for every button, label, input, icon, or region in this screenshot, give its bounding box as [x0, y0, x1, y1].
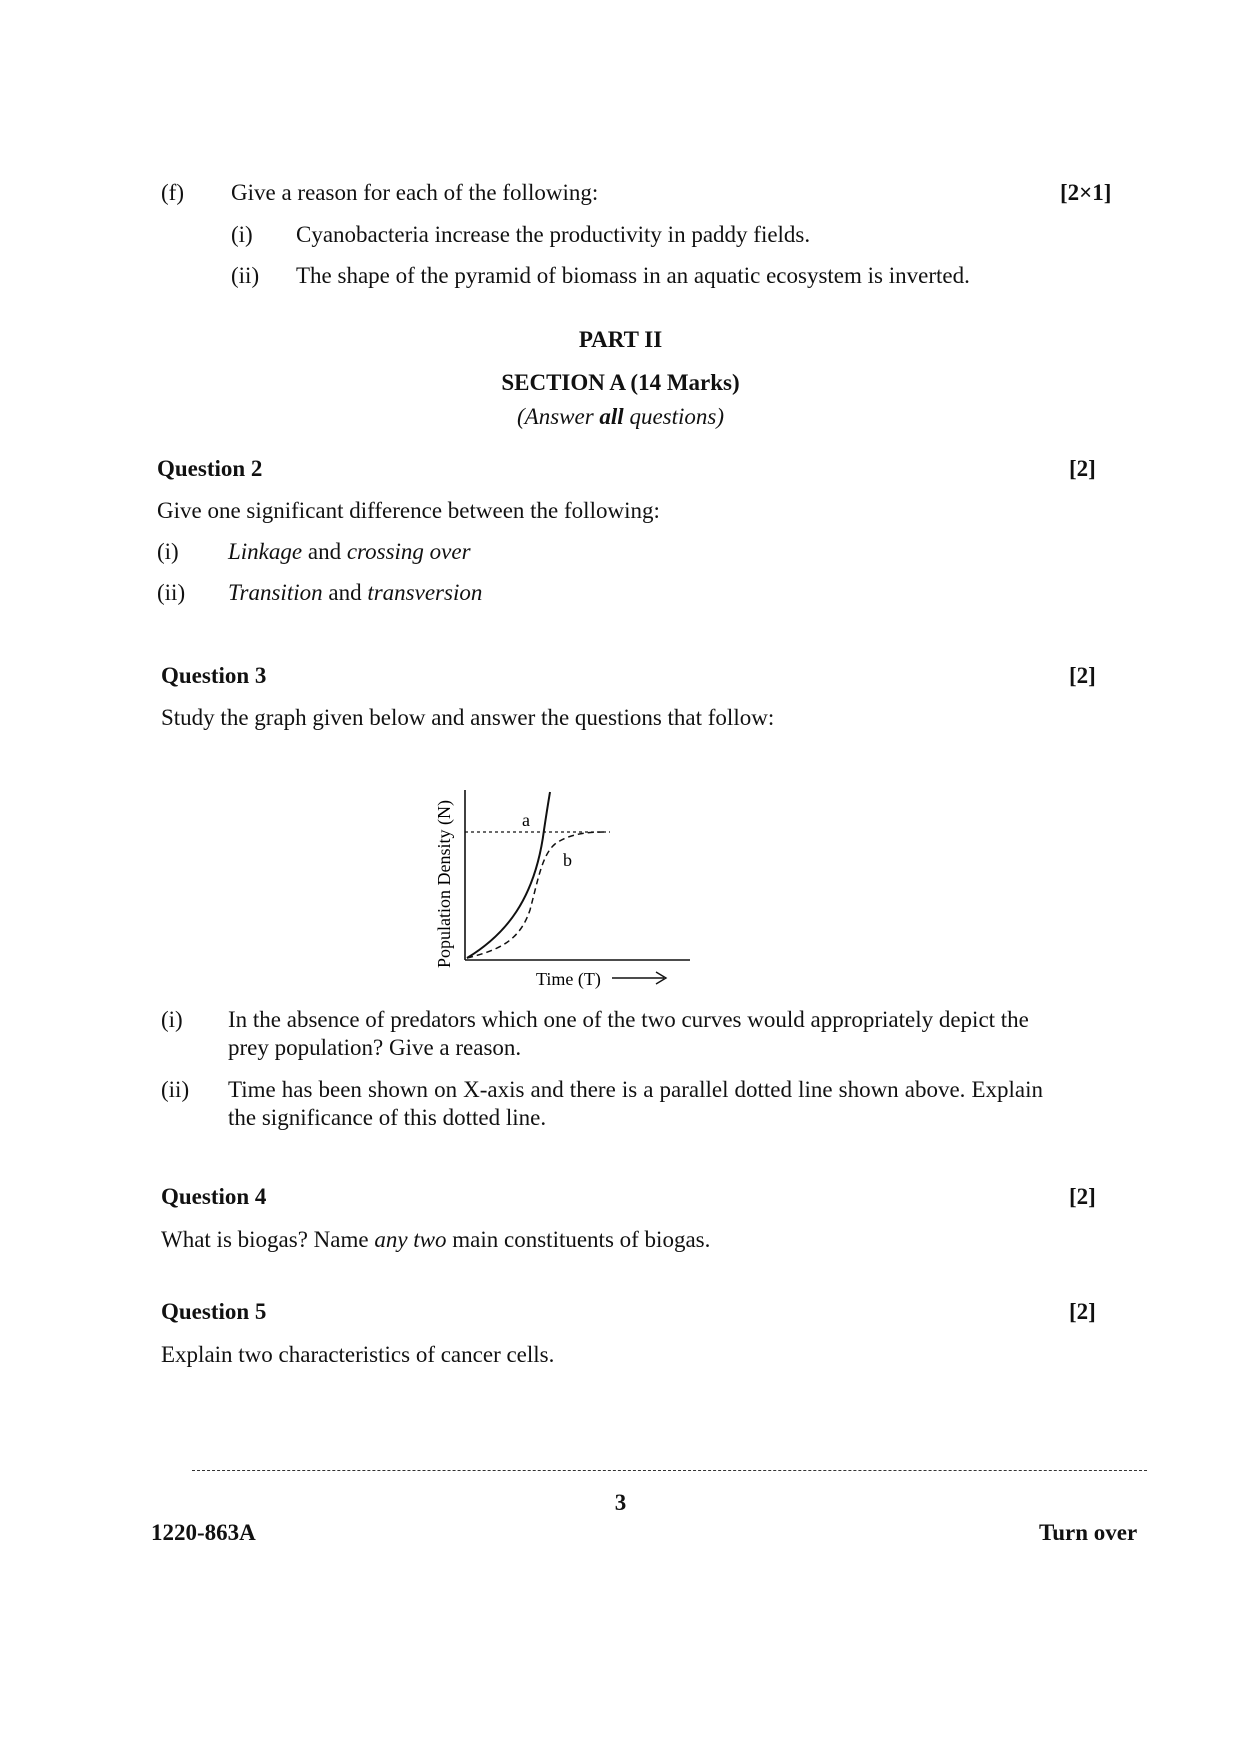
qf-marks: [2×1]: [1060, 180, 1112, 205]
q2-item-i-text: Linkage and crossing over: [228, 539, 471, 564]
q3-title: Question 3: [161, 663, 267, 688]
y-axis-label: Population Density (N): [434, 800, 454, 968]
footer-divider: [192, 1470, 1147, 1471]
turn-over-label: Turn over: [1039, 1520, 1138, 1545]
qf-text: Give a reason for each of the following:: [231, 180, 599, 205]
curve-b-label: b: [563, 850, 572, 870]
q4-marks: [2]: [1069, 1184, 1096, 1209]
q4-text: What is biogas? Name any two main constituents of biogas.: [161, 1227, 711, 1252]
qf-item-i-label: (i): [231, 222, 253, 247]
q5-text: Explain two characteristics of cancer cells.: [161, 1342, 555, 1367]
page-number: 3: [614, 1490, 627, 1515]
paper-code: 1220-863A: [151, 1520, 256, 1545]
curve-a-label: a: [522, 810, 530, 830]
qf-label: (f): [161, 180, 184, 205]
qf-item-i-text: Cyanobacteria increase the productivity in paddy fields.: [296, 222, 811, 247]
part-title: PART II: [578, 327, 663, 352]
q2-title: Question 2: [157, 456, 263, 481]
q2-item-ii-label: (ii): [157, 580, 186, 605]
q4-title: Question 4: [161, 1184, 267, 1209]
q3-item-i-text: In the absence of predators which one of the two curves would appropriately depict the prey population? Give a reason.: [228, 1007, 1029, 1060]
population-growth-graph: [420, 770, 700, 995]
q3-prompt: Study the graph given below and answer the questions that follow:: [161, 705, 775, 730]
q5-marks: [2]: [1069, 1299, 1096, 1324]
curve-b: [467, 832, 605, 958]
q5-title: Question 5: [161, 1299, 267, 1324]
q2-prompt: Give one significant difference between the following:: [157, 498, 660, 523]
qf-item-ii-text: The shape of the pyramid of biomass in an aquatic ecosystem is inverted.: [296, 263, 970, 288]
q2-item-ii-text: Transition and transversion: [228, 580, 483, 605]
q2-item-i-label: (i): [157, 539, 179, 564]
q3-item-ii-text: Time has been shown on X-axis and there is a parallel dotted line shown above. Explain the significance of this dotted line.: [228, 1077, 1043, 1130]
q3-item-i-label: (i): [161, 1007, 183, 1032]
q2-marks: [2]: [1069, 456, 1096, 481]
curve-a: [467, 792, 550, 958]
section-title: SECTION A (14 Marks): [501, 370, 740, 395]
section-instruction: (Answer all questions): [516, 404, 724, 429]
q3-item-ii-label: (ii): [161, 1077, 190, 1102]
x-axis-label: Time (T): [536, 969, 601, 989]
qf-item-ii-label: (ii): [231, 263, 260, 288]
q3-marks: [2]: [1069, 663, 1096, 688]
